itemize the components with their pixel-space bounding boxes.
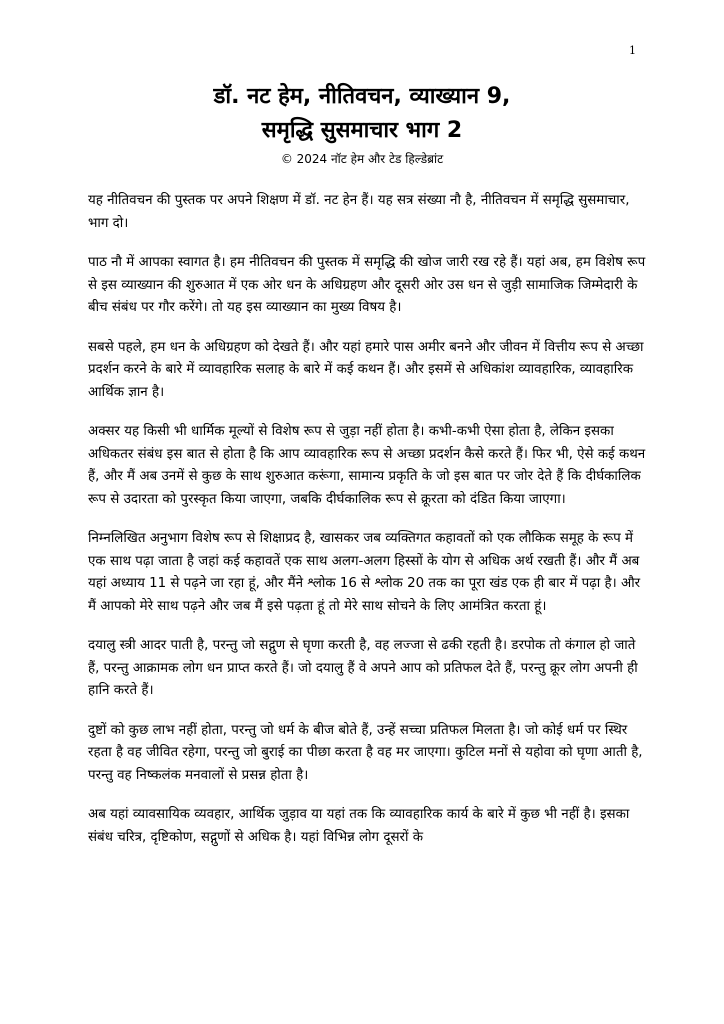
paragraph: दुष्टों को कुछ लाभ नहीं होता, परन्तु जो धर्म के बीज बोते हैं, उन्हें सच्चा प्रतिफल मिलता है। जो कोई धर्म पर स्थिर रहता है वह जीवित रहेगा, परन्तु जो बुराई का पीछा करता है वह मर जाएगा। कुटिल मनों से यहोवा को घृणा आती है, परन्तु वह निष्कलंक मनवालों से प्रसन्न होता है। xyxy=(88,722,643,783)
paragraph: अक्सर यह किसी भी धार्मिक मूल्यों से विशेष रूप से जुड़ा नहीं होता है। कभी-कभी ऐसा होता है, लेकिन इसका अधिकतर संबंध इस बात से होता है कि आप व्यावहारिक रूप से अच्छा प्रदर्शन कैसे करते हैं। फिर भी, ऐसे कई कथन हैं, और मैं अब उनमें से कुछ के साथ शुरुआत करूंगा, सामान्य प्रकृति के जो इस बात पर जोर देते हैं कि दीर्घकालिक रूप से उदारता को पुरस्कृत किया जाएगा, जबकि दीर्घकालिक रूप से क्रूरता को दंडित किया जाएगा। xyxy=(88,424,646,507)
page-title-line-1: डॉ. नट हेम, नीतिवचन, व्याख्यान 9, xyxy=(213,84,511,109)
paragraph: निम्नलिखित अनुभाग विशेष रूप से शिक्षाप्रद है, खासकर जब व्यक्तिगत कहावतों को एक लौकिक समूह के रूप में एक साथ पढ़ा जाता है जहां कई कहावतें एक साथ अलग-अलग हिस्सों के योग से अधिक अर्थ रखती हैं। और मैं अब यहां अध्याय 11 से पढ़ने जा रहा हूं, और मैंने श्लोक 16 से श्लोक 20 तक का पूरा खंड एक ही बार में पढ़ा है। और मैं आपको मेरे साथ पढ़ने और जब मैं इसे पढ़ता हूं तो मेरे साथ सोचने के लिए आमंत्रित करता हूं। xyxy=(88,531,641,614)
paragraph: यह नीतिवचन की पुस्तक पर अपने शिक्षण में डॉ. नट हेन हैं। यह सत्र संख्या नौ है, नीतिवचन में समृद्धि सुसमाचार, भाग दो। xyxy=(88,193,630,231)
page-title-line-2: समृद्धि सुसमाचार भाग 2 xyxy=(261,118,463,143)
paragraph: दयालु स्त्री आदर पाती है, परन्तु जो सद्गुण से घृणा करती है, वह लज्जा से ढकी रहती है। डरपोक तो कंगाल हो जाते हैं, परन्तु आक्रामक लोग धन प्राप्त करते हैं। जो दयालु हैं वे अपने आप को प्रतिफल देते हैं, परन्तु क्रूर लोग अपनी ही हानि करते हैं। xyxy=(88,638,638,698)
page-number: 1 xyxy=(629,44,636,57)
paragraph: पाठ नौ में आपका स्वागत है। हम नीतिवचन की पुस्तक में समृद्धि की खोज जारी रख रहे हैं। यहां अब, हम विशेष रूप से इस व्याख्यान की शुरुआत में एक ओर धन के अधिग्रहण और दूसरी ओर उस धन से जुड़ी सामाजिक जिम्मेदारी के बीच संबंध पर गौर करेंगे। तो यह इस व्याख्यान का मुख्य विषय है। xyxy=(88,255,646,315)
paragraph: सबसे पहले, हम धन के अधिग्रहण को देखते हैं। और यहां हमारे पास अमीर बनने और जीवन में वित्तीय रूप से अच्छा प्रदर्शन करने के बारे में व्यावहारिक सलाह के बारे में कई कथन हैं। और इसमें से अधिकांश व्यावहारिक, व्यावहारिक आर्थिक ज्ञान है। xyxy=(88,339,644,400)
document-body xyxy=(88,190,648,866)
title-block xyxy=(0,80,724,168)
paragraph: अब यहां व्यावसायिक व्यवहार, आर्थिक जुड़ाव या यहां तक कि व्यावहारिक कार्य के बारे में कुछ भी नहीं है। इसका संबंध चरित्र, दृष्टिकोण, सद्गुणों से अधिक है। यहां विभिन्न लोग दूसरों के xyxy=(88,807,630,845)
copyright-notice: © 2024 नॉट हेम और टेड हिल्डेब्रांट xyxy=(280,152,444,166)
